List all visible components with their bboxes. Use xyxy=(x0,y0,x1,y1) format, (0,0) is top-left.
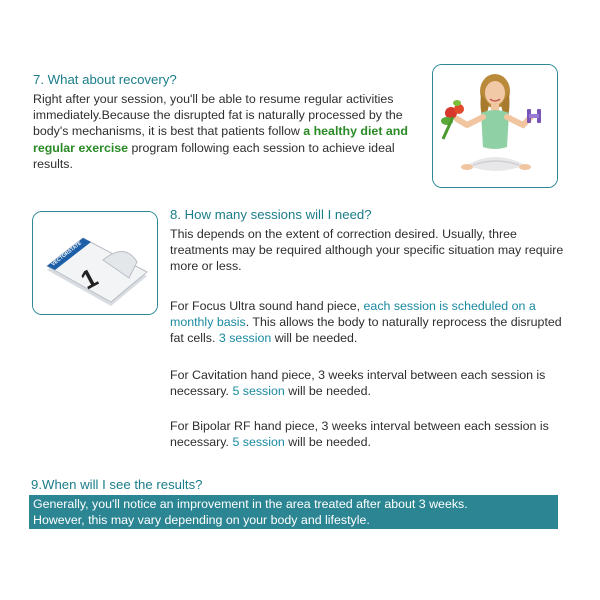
section-8-intro: This depends on the extent of correction desired. Usually, three treatments may be required although your specific situation may require more or less. xyxy=(170,227,564,274)
section-7-heading: 7. What about recovery? xyxy=(33,72,177,87)
calendar-day-number: 1 xyxy=(75,262,103,296)
section-8-heading: 8. How many sessions will I need? xyxy=(170,207,372,222)
calendar-image xyxy=(32,211,158,315)
focus-session-count: 3 session xyxy=(218,331,272,346)
monthly-basis-highlight: each session is scheduled on a monthly basis xyxy=(170,299,536,330)
cavitation-session-count: 5 session xyxy=(232,384,285,399)
calendar-icon xyxy=(33,212,157,314)
woman-exercise-image xyxy=(432,64,558,188)
section-9-heading: 9.When will I see the results? xyxy=(31,477,203,492)
results-banner xyxy=(29,495,558,529)
cavitation-paragraph: For Cavitation hand piece, 3 weeks interval between each session is necessary. 5 session will be needed. xyxy=(170,368,546,399)
healthy-diet-highlight: a healthy diet and regular exercise xyxy=(33,124,408,155)
results-line-1: Generally, you'll notice an improvement in the area treated after about 3 weeks. xyxy=(33,497,468,511)
rf-session-count: 5 session xyxy=(232,435,285,450)
calendar-brand: VECTORSTATE xyxy=(50,240,83,268)
bipolar-rf-paragraph: For Bipolar RF hand piece, 3 weeks interval between each session is necessary. 5 session will be needed. xyxy=(170,419,549,450)
focus-ultrasound-paragraph: For Focus Ultra sound hand piece, each session is scheduled on a monthly basis. This allows the body to naturally reprocess the disrupted fat cells. 3 session will be needed. xyxy=(170,299,562,346)
section-7-paragraph: Right after your session, you'll be able to resume regular activities immediately.Because the disrupted fat is naturally processed by the body's mechanisms, it is best that patients follow a healthy diet and regular exercise program following each session to achieve ideal results. xyxy=(33,92,408,171)
results-line-2: However, this may vary depending on your body and lifestyle. xyxy=(33,513,370,527)
woman-meditating-icon xyxy=(433,65,557,187)
